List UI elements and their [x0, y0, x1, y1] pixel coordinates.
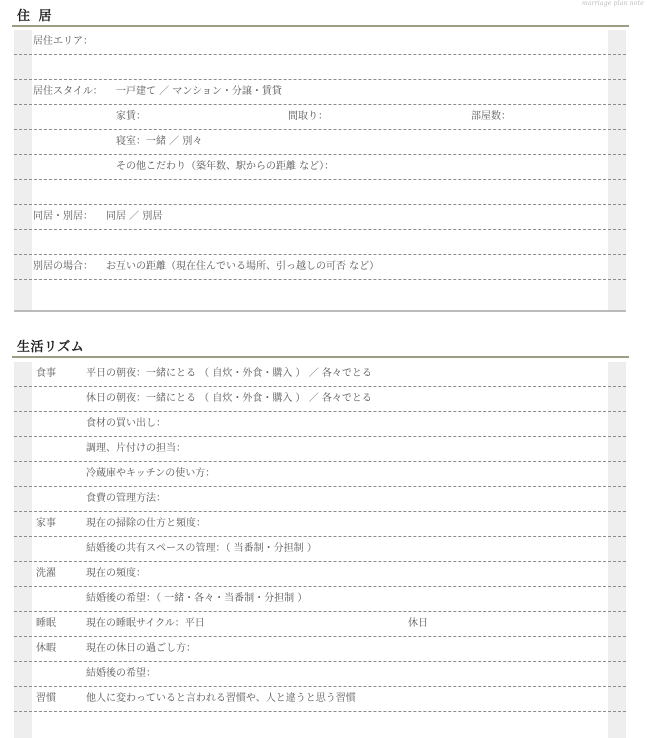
rest-now-row[interactable] [14, 637, 626, 662]
residence-separate-row[interactable] [14, 255, 626, 280]
residence-area-row[interactable] [14, 30, 626, 55]
sleep-cycle-text: 現在の睡眠サイクル：平日 [86, 618, 205, 629]
other-preferences-label: その他こだわり（築年数、駅からの距離 など）： [116, 161, 335, 172]
shared-space-text: 結婚後の共有スペースの管理：（ 当番制・分担制 ） [86, 543, 317, 554]
sleep-row[interactable] [14, 612, 626, 637]
fridge-row[interactable] [14, 462, 626, 487]
housework-category: 家事 [36, 518, 56, 529]
habit-row[interactable] [14, 687, 626, 712]
sleep-holiday-text: 休日 [408, 618, 428, 629]
holiday-meals-text: 休日の朝夜：一緒にとる （ 自炊・外食・購入 ） ／ 各々でとる [86, 393, 372, 404]
shared-space-row[interactable] [14, 537, 626, 562]
residence-area-label: 居住エリア： [33, 36, 93, 47]
food-budget-text: 食費の管理方法： [86, 493, 166, 504]
bedroom-label: 寝室：一緒 ／ 別々 [116, 136, 203, 147]
rest-wish-text: 結婚後の希望： [86, 668, 156, 679]
rest-now-text: 現在の休日の過ごし方： [86, 643, 196, 654]
meals-category: 食事 [36, 368, 56, 379]
laundry-category: 洗濯 [36, 568, 56, 579]
cleaning-text: 現在の掃除の仕方と頻度： [86, 518, 206, 529]
cohab-options: 同居 ／ 別居 [106, 211, 163, 222]
residence-rent-row[interactable] [14, 105, 626, 130]
residence-cohab-row[interactable] [14, 205, 626, 230]
cleaning-row[interactable] [14, 512, 626, 537]
laundry-wish-row[interactable] [14, 587, 626, 612]
rhythm-section-title: 生活リズム [17, 340, 85, 355]
holiday-meals-row[interactable] [14, 387, 626, 412]
rest-wish-row[interactable] [14, 662, 626, 687]
cohab-label: 同居・別居： [33, 211, 93, 222]
laundry-freq-text: 現在の頻度： [86, 568, 146, 579]
weekday-meals-text: 平日の朝夜：一緒にとる （ 自炊・外食・購入 ） ／ 各々でとる [86, 368, 372, 379]
residence-cohab-blank-row[interactable] [14, 230, 626, 255]
habit-text: 他人に変わっていると言われる習慣や、人と違うと思う習慣 [86, 693, 356, 704]
habit-category: 習慣 [36, 693, 56, 704]
rhythm-section [14, 362, 626, 738]
habit-blank-row[interactable] [14, 712, 626, 737]
laundry-freq-row[interactable] [14, 562, 626, 587]
brand-logo-text: marriage plan note [582, 0, 644, 7]
rhythm-title-rule [12, 356, 629, 358]
cooking-text: 調理、片付けの担当： [86, 443, 186, 454]
rooms-label: 部屋数： [471, 111, 511, 122]
residence-section-title: 住 居 [17, 9, 54, 24]
separate-text: お互いの距離（現在住んでいる場所、引っ越しの可否 など） [106, 261, 380, 272]
residence-bedroom-row[interactable] [14, 130, 626, 155]
residence-style-row[interactable] [14, 80, 626, 105]
grocery-text: 食材の買い出し： [86, 418, 166, 429]
residence-other-row[interactable] [14, 155, 626, 180]
residence-section [14, 30, 626, 312]
rent-label: 家賃： [116, 111, 146, 122]
residence-style-label: 居住スタイル： [33, 86, 103, 97]
residence-area-blank-row[interactable] [14, 55, 626, 80]
separate-label: 別居の場合： [33, 261, 93, 272]
residence-bottom-rule [14, 310, 626, 312]
weekday-meals-row[interactable] [14, 362, 626, 387]
layout-label: 間取り： [288, 111, 328, 122]
rest-category: 休暇 [36, 643, 56, 654]
grocery-row[interactable] [14, 412, 626, 437]
residence-title-rule [12, 25, 629, 27]
food-budget-row[interactable] [14, 487, 626, 512]
cooking-row[interactable] [14, 437, 626, 462]
residence-separate-blank-row[interactable] [14, 280, 626, 305]
residence-other-blank-row[interactable] [14, 180, 626, 205]
fridge-text: 冷蔵庫やキッチンの使い方： [86, 468, 216, 479]
sleep-category: 睡眠 [36, 618, 56, 629]
laundry-wish-text: 結婚後の希望：（ 一緒・各々・当番制・分担制 ） [86, 593, 308, 604]
residence-style-options: 一戸建て ／ マンション・分譲・賃貸 [116, 86, 282, 97]
